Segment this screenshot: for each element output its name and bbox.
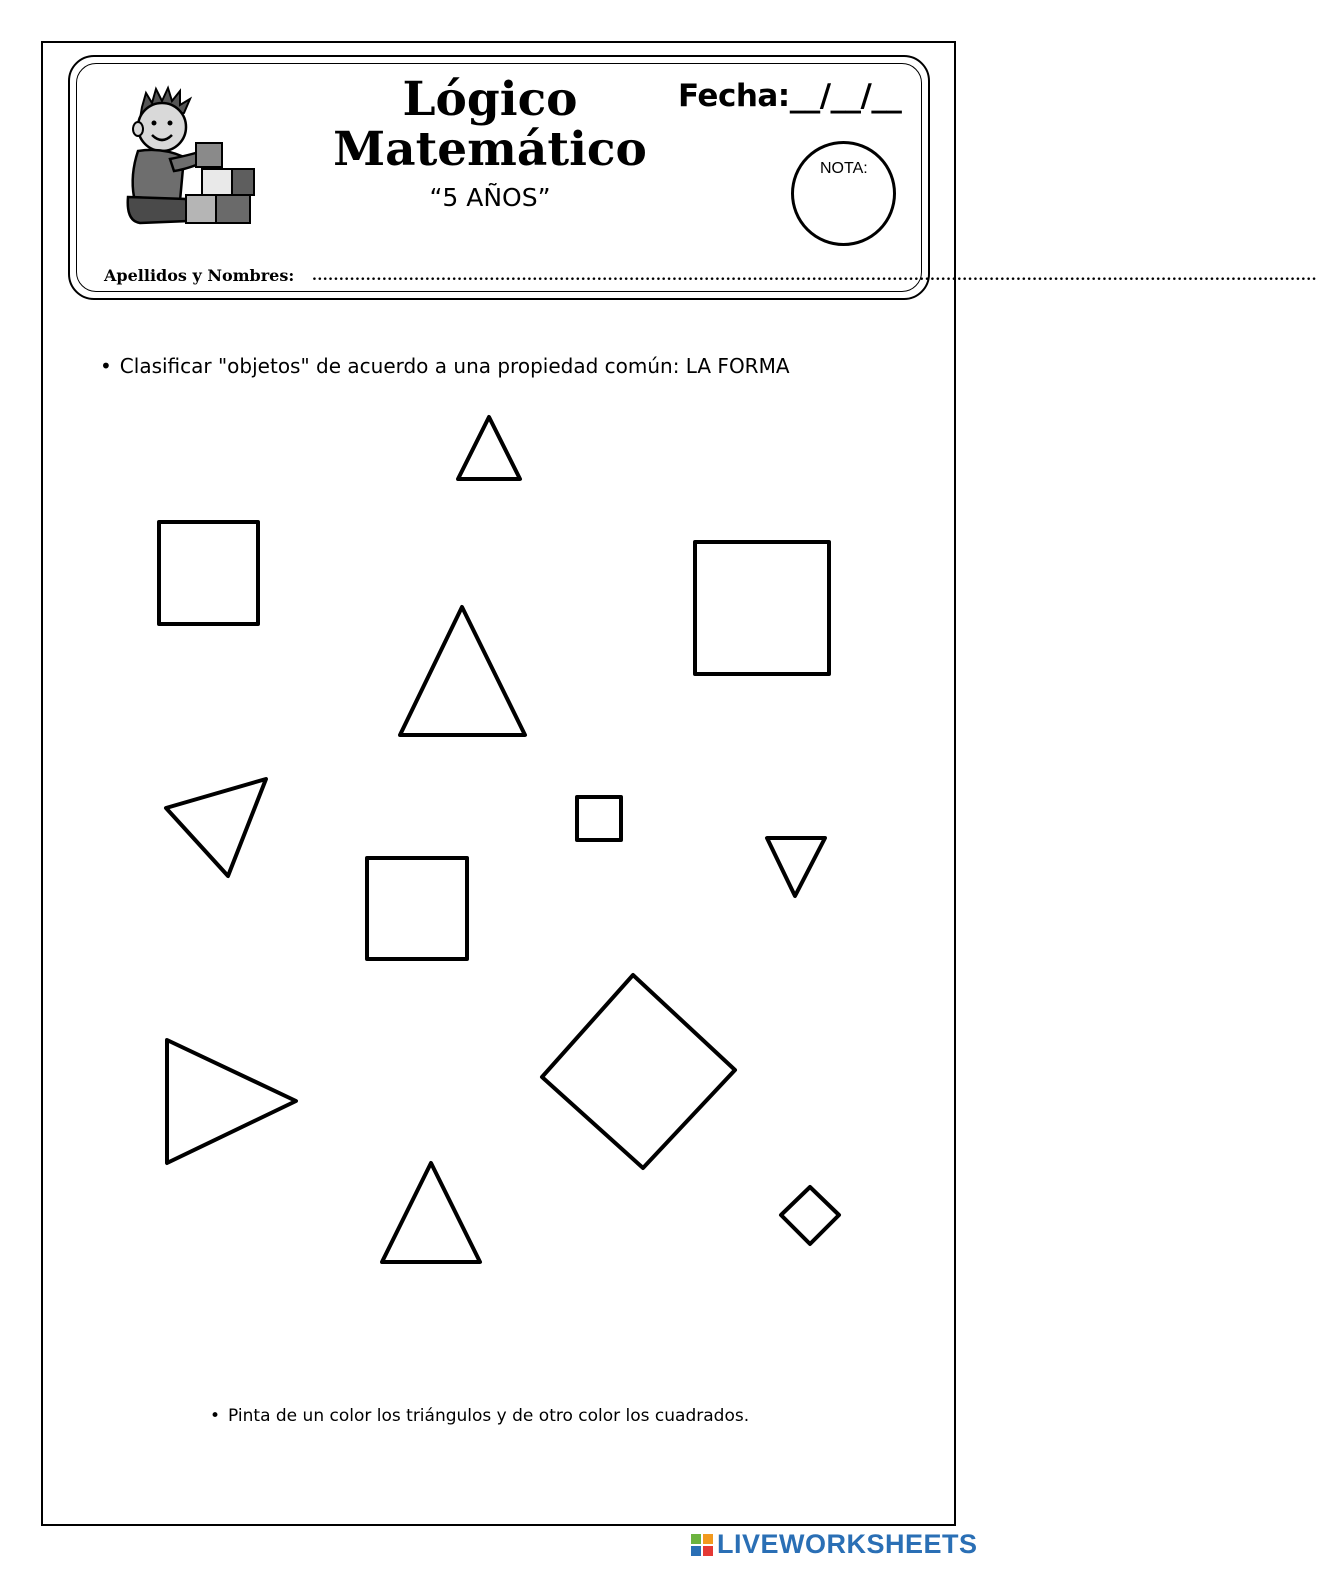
- title-line-2: Matemático: [333, 122, 647, 177]
- liveworksheets-logo-icon: [690, 1533, 714, 1557]
- square-shape[interactable]: [159, 522, 258, 624]
- grade-label: NOTA:: [820, 160, 868, 177]
- brand: [690, 1529, 990, 1563]
- triangle-shape[interactable]: [166, 779, 266, 876]
- footer-instruction: [210, 1406, 749, 1426]
- square-shape[interactable]: [542, 975, 735, 1168]
- footer-instruction-text: Pinta de un color los triángulos y de otro color los cuadrados.: [228, 1406, 750, 1426]
- square-shape[interactable]: [577, 797, 621, 840]
- date-field[interactable]: Fecha:__/__/__: [678, 78, 902, 114]
- subtitle: “5 AÑOS”: [429, 183, 551, 212]
- triangle-shape[interactable]: [458, 417, 520, 479]
- bullet-icon: •: [100, 354, 112, 378]
- name-label: Apellidos y Nombres:: [104, 266, 295, 285]
- triangle-shape[interactable]: [400, 607, 525, 735]
- square-shape[interactable]: [695, 542, 829, 674]
- square-shape[interactable]: [367, 858, 467, 959]
- triangle-shape[interactable]: [767, 838, 825, 896]
- triangle-shape[interactable]: [382, 1163, 480, 1262]
- brand-name: LIVEWORKSHEETS: [717, 1529, 978, 1559]
- instruction-text: Clasificar "objetos" de acuerdo a una propiedad común: LA FORMA: [119, 354, 790, 378]
- square-shape[interactable]: [781, 1187, 839, 1244]
- name-input-line[interactable]: ...........................................................................................................................................................................................: [312, 268, 1317, 284]
- triangle-shape[interactable]: [167, 1040, 296, 1163]
- title-line-1: Lógico: [402, 72, 578, 127]
- bullet-icon: •: [210, 1406, 221, 1426]
